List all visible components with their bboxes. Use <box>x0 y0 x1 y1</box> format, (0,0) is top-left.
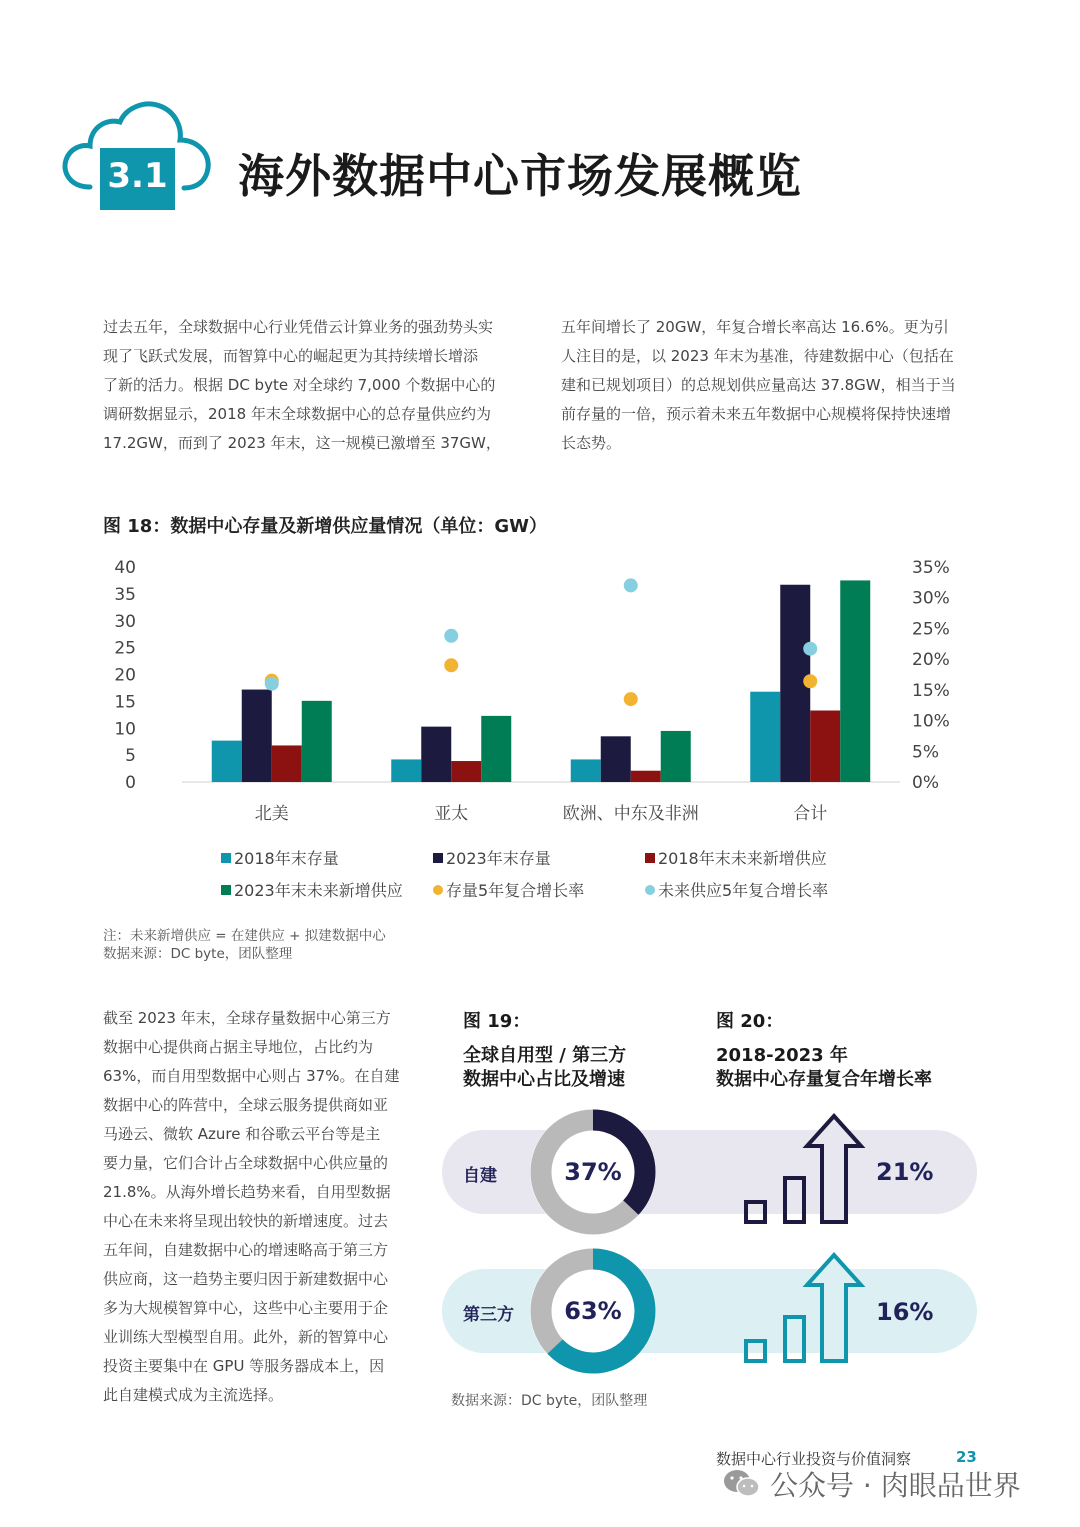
growth-dot <box>803 642 817 656</box>
body2-text <box>103 1004 423 1410</box>
row-label-third-party: 第三方 <box>463 1305 514 1325</box>
legend-item <box>645 878 828 901</box>
text-line: 五年间，自建数据中心的增速略高于第三方 <box>103 1241 389 1259</box>
fig20-title-line: 数据中心存量复合年增长率 <box>716 1069 932 1090</box>
y2-tick-label: 20% <box>912 650 950 671</box>
text-line: 截至 2023 年末，全球存量数据中心第三方 <box>103 1009 391 1027</box>
page-number: 23 <box>956 1448 977 1466</box>
bar <box>601 736 631 782</box>
source-line: 数据来源：DC byte，团队整理 <box>103 946 293 962</box>
text-line: 了新的活力。根据 DC byte 对全球约 7,000 个数据中心的 <box>103 376 496 394</box>
text-line: 21.8%。从海外增长趋势来看，自用型数据 <box>103 1183 391 1201</box>
y-tick-label: 0 <box>125 773 136 793</box>
fig19-title-line: 全球自用型 / 第三方 <box>463 1045 627 1066</box>
legend-label: 2018年末存量 <box>234 849 339 868</box>
legend-label: 存量5年复合增长率 <box>446 881 585 900</box>
legend-swatch <box>433 853 443 863</box>
x-tick-label: 亚太 <box>434 804 469 824</box>
x-tick-label: 欧洲、中东及非洲 <box>562 804 699 824</box>
text-line: 建和已规划项目）的总规划供应量高达 37.8GW，相当于当 <box>561 376 956 394</box>
share-self-built: 37% <box>564 1158 622 1186</box>
y-tick-label: 5 <box>125 746 136 767</box>
text-line: 长态势。 <box>561 434 622 452</box>
text-line: 数据中心提供商占据主导地位，占比约为 <box>103 1038 374 1056</box>
bar <box>302 701 332 782</box>
fig19-label: 图 19： <box>463 1011 531 1032</box>
text-line: 过去五年，全球数据中心行业凭借云计算业务的强劲势头实 <box>103 318 494 336</box>
intro-col-1 <box>103 313 533 458</box>
legend-item <box>433 878 584 901</box>
fig19-heading <box>463 1010 626 1092</box>
legend-item <box>433 846 551 869</box>
growth-dot <box>265 677 279 691</box>
bar <box>391 759 421 782</box>
section-title: 海外数据中心市场发展概览 <box>238 149 802 203</box>
bar <box>451 761 481 782</box>
y2-tick-label: 35% <box>912 558 950 578</box>
bar <box>571 759 601 782</box>
text-line: 调研数据显示，2018 年末全球数据中心的总存量供应约为 <box>103 405 491 423</box>
fig18-chart <box>100 555 980 835</box>
text-line: 马逊云、微软 Azure 和谷歌云平台等是主 <box>103 1125 381 1143</box>
text-line: 17.2GW，而到了 2023 年末，这一规模已激增至 37GW， <box>103 434 501 452</box>
legend-label: 2023年末存量 <box>446 849 551 868</box>
fig19-title-line: 数据中心占比及增速 <box>463 1069 625 1090</box>
bar <box>810 711 840 782</box>
legend-item <box>221 878 403 901</box>
bar <box>750 692 780 782</box>
y-tick-label: 10 <box>114 719 136 740</box>
note-line: 注：未来新增供应 = 在建供应 + 拟建数据中心 <box>103 928 386 944</box>
x-tick-label: 北美 <box>254 804 289 824</box>
legend-swatch <box>221 853 231 863</box>
share-third-party: 63% <box>564 1297 622 1325</box>
y2-tick-label: 25% <box>912 619 950 640</box>
wechat-icon <box>722 1468 762 1500</box>
growth-third-party: 16% <box>876 1298 934 1326</box>
y-tick-label: 30 <box>114 611 136 632</box>
legend-swatch <box>433 885 443 895</box>
bar <box>212 741 242 782</box>
y2-tick-label: 30% <box>912 588 950 609</box>
bar <box>272 745 302 782</box>
x-tick-label: 合计 <box>793 804 828 824</box>
intro-col-2 <box>561 313 991 458</box>
text-line: 投资主要集中在 GPU 等服务器成本上，因 <box>103 1357 385 1375</box>
row-label-self-built: 自建 <box>463 1166 497 1186</box>
growth-dot <box>624 692 638 706</box>
footer-title: 数据中心行业投资与价值洞察 <box>716 1450 912 1468</box>
y2-tick-label: 5% <box>912 742 939 763</box>
fig20-label: 图 20： <box>716 1011 784 1032</box>
growth-dot <box>444 658 458 672</box>
text-line: 中心在未来将呈现出较快的新增速度。过去 <box>103 1212 389 1230</box>
growth-self-built: 21% <box>876 1158 934 1186</box>
y-tick-label: 15 <box>114 692 136 713</box>
bar <box>631 771 661 782</box>
watermark: 公众号 · 肉眼品世界 <box>770 1469 1021 1502</box>
text-line: 要力量，它们合计占全球数据中心供应量的 <box>103 1154 389 1172</box>
fig19-source: 数据来源：DC byte，团队整理 <box>451 1393 648 1409</box>
text-line: 多为大规模智算中心，这些中心主要用于企 <box>103 1299 389 1317</box>
legend-label: 2018年末未来新增供应 <box>658 849 827 868</box>
text-line: 数据中心的阵营中，全球云服务提供商如亚 <box>103 1096 389 1114</box>
bar <box>481 716 511 782</box>
bar <box>840 580 870 782</box>
text-line: 现了飞跃式发展，而智算中心的崛起更为其持续增长增添 <box>103 347 479 365</box>
text-line: 此自建模式成为主流选择。 <box>103 1386 284 1404</box>
section-number: 3.1 <box>107 156 168 196</box>
text-line: 供应商，这一趋势主要归因于新建数据中心 <box>103 1270 389 1288</box>
text-line: 人注目的是，以 2023 年末为基准，待建数据中心（包括在 <box>561 347 954 365</box>
legend-label: 2023年末未来新增供应 <box>234 881 403 900</box>
bar <box>242 690 272 782</box>
text-line: 业训练大型模型自用。此外，新的智算中心 <box>103 1328 389 1346</box>
y-tick-label: 25 <box>114 638 136 659</box>
legend-item <box>221 846 339 869</box>
legend-swatch <box>645 853 655 863</box>
legend-label: 未来供应5年复合增长率 <box>658 881 829 900</box>
y-tick-label: 35 <box>114 584 136 605</box>
fig18-note <box>103 927 386 963</box>
fig20-title-line: 2018-2023 年 <box>716 1045 848 1066</box>
fig18-title: 图 18：数据中心存量及新增供应量情况（单位：GW） <box>103 516 547 537</box>
growth-dot <box>444 629 458 643</box>
legend-swatch <box>645 885 655 895</box>
text-line: 63%，而自用型数据中心则占 37%。在自建 <box>103 1067 400 1085</box>
growth-dot <box>803 674 817 688</box>
legend-swatch <box>221 885 231 895</box>
legend-item <box>645 846 827 869</box>
text-line: 五年间增长了 20GW，年复合增长率高达 16.6%。更为引 <box>561 318 949 336</box>
y2-tick-label: 10% <box>912 711 950 732</box>
y2-tick-label: 15% <box>912 680 950 701</box>
y-tick-label: 40 <box>114 558 136 578</box>
fig20-heading <box>716 1010 932 1092</box>
bar <box>421 727 451 782</box>
y-tick-label: 20 <box>114 665 136 686</box>
bar <box>661 731 691 782</box>
y2-tick-label: 0% <box>912 773 939 793</box>
fig19-20-infographic <box>440 1095 985 1385</box>
growth-dot <box>624 578 638 592</box>
text-line: 前存量的一倍，预示着未来五年数据中心规模将保持快速增 <box>561 405 952 423</box>
